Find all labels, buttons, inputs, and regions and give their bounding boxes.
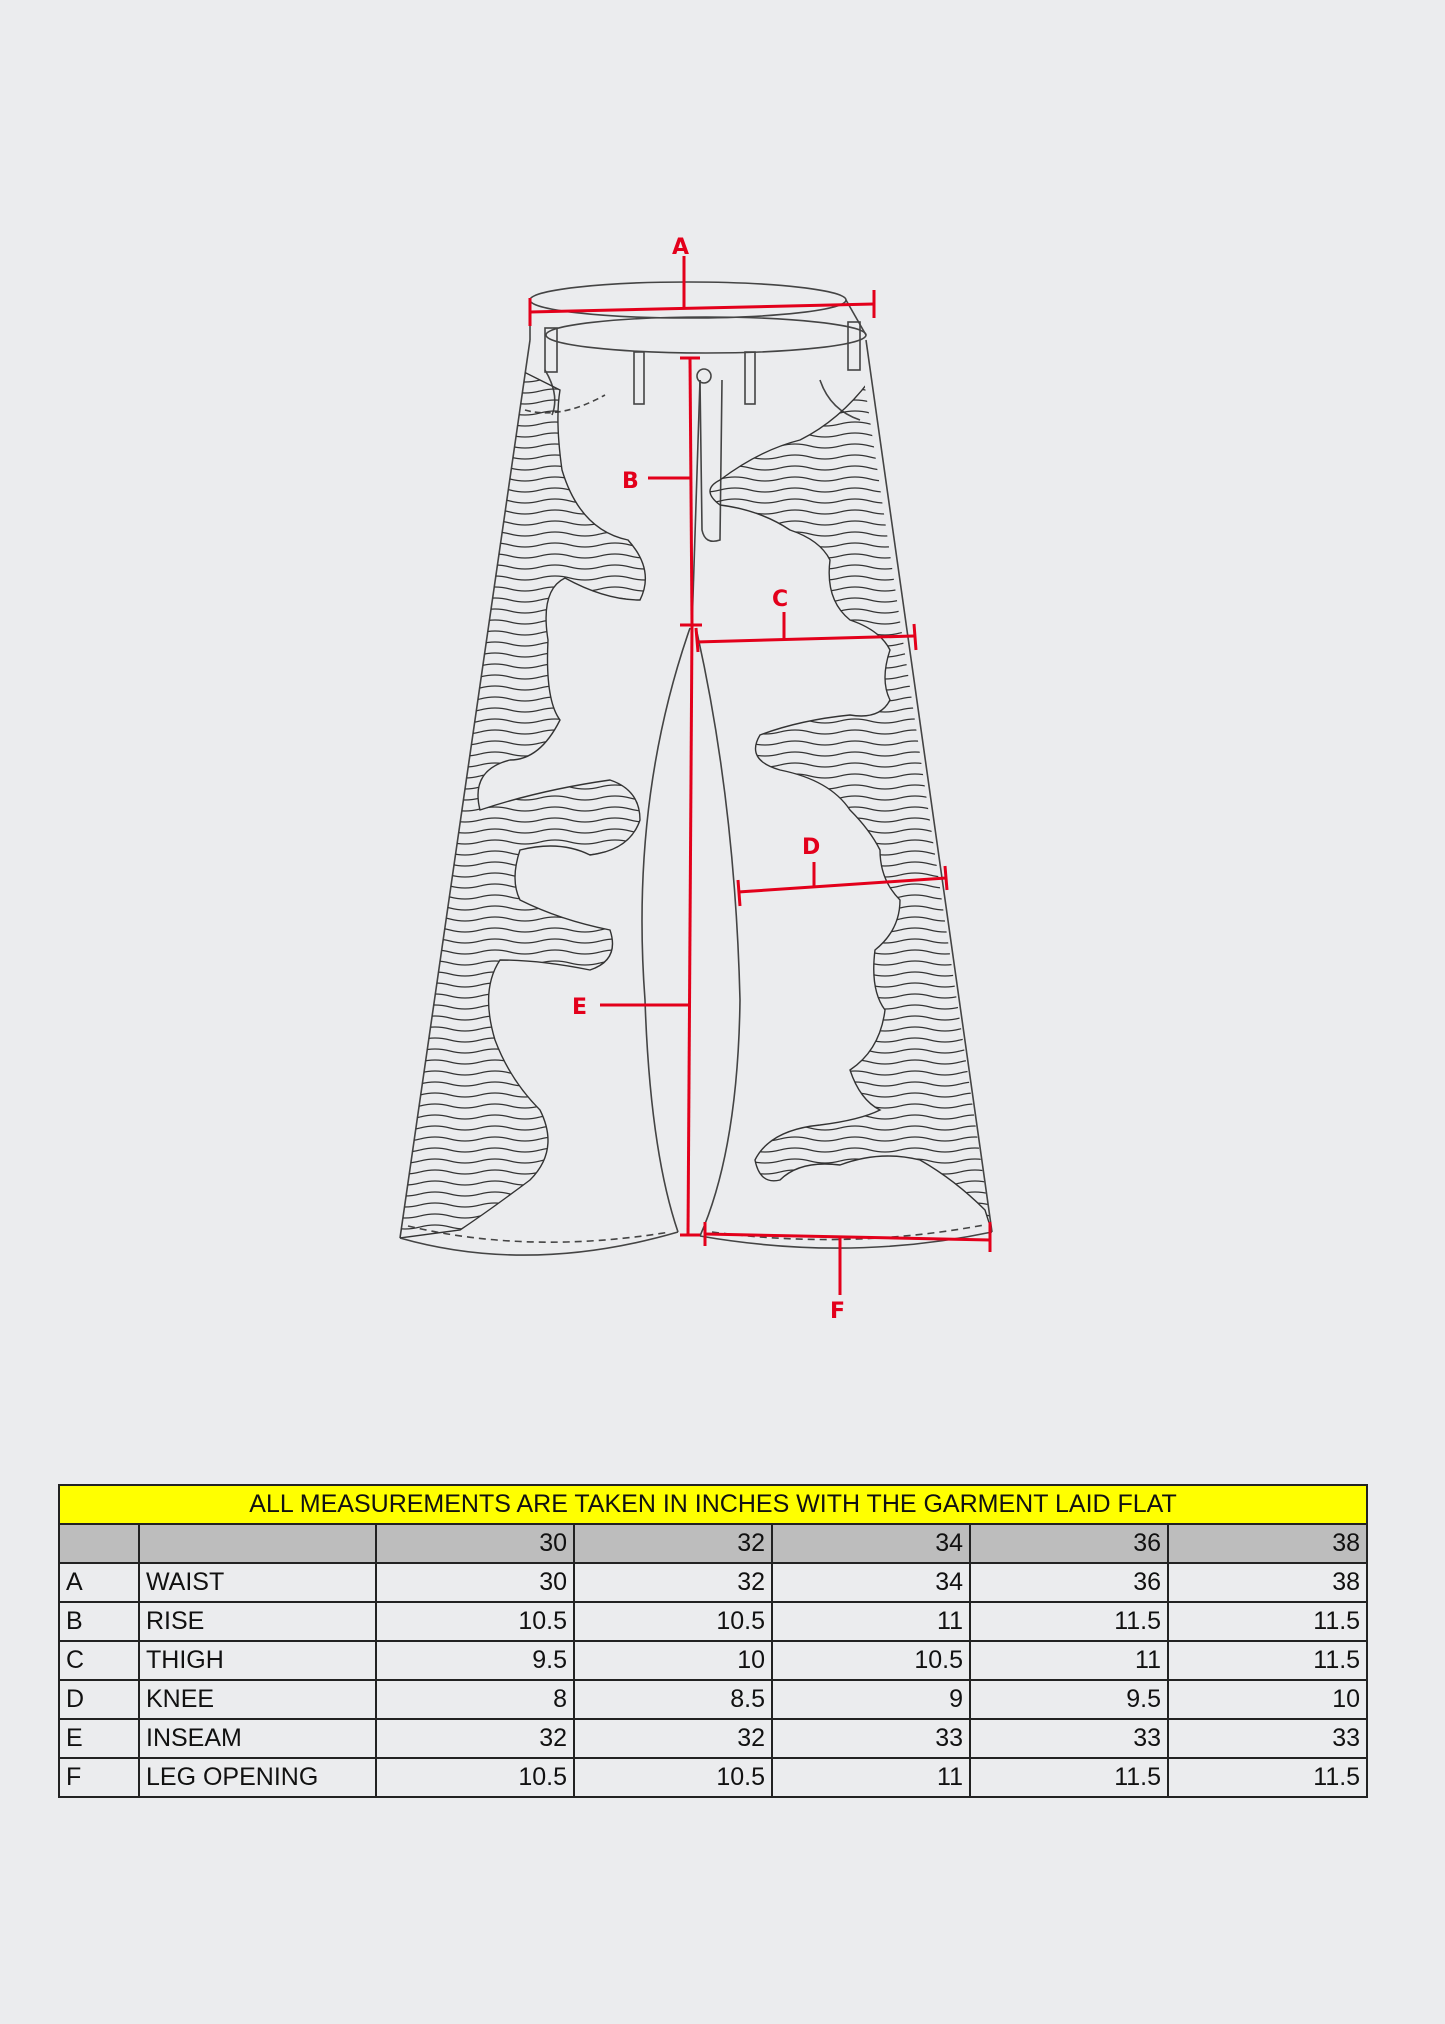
size-header-row xyxy=(59,1524,1367,1563)
cell-value: 10 xyxy=(1168,1680,1367,1719)
table-row xyxy=(59,1602,1367,1641)
cell-value: 34 xyxy=(772,1563,970,1602)
table-row xyxy=(59,1758,1367,1797)
size-header: 30 xyxy=(376,1524,574,1563)
cell-value: 11 xyxy=(772,1758,970,1797)
label-e: E xyxy=(572,995,588,1020)
row-name: KNEE xyxy=(139,1680,376,1719)
table-banner: ALL MEASUREMENTS ARE TAKEN IN INCHES WITH THE GARMENT LAID FLAT xyxy=(59,1485,1367,1524)
cell-value: 33 xyxy=(970,1719,1168,1758)
left-leg-patch xyxy=(400,360,645,1238)
label-b: B xyxy=(622,469,639,494)
row-code: C xyxy=(59,1641,139,1680)
belt-loop xyxy=(634,352,644,404)
label-a: A xyxy=(672,235,690,260)
cell-value: 10.5 xyxy=(574,1758,772,1797)
cell-value: 11.5 xyxy=(1168,1641,1367,1680)
cell-value: 38 xyxy=(1168,1563,1367,1602)
cell-value: 11 xyxy=(772,1602,970,1641)
cell-value: 33 xyxy=(1168,1719,1367,1758)
row-name: WAIST xyxy=(139,1563,376,1602)
rise-line xyxy=(690,358,692,625)
size-chart-table xyxy=(58,1484,1368,1798)
cell-value: 10.5 xyxy=(376,1758,574,1797)
row-code: A xyxy=(59,1563,139,1602)
cell-value: 11.5 xyxy=(1168,1602,1367,1641)
label-c: C xyxy=(772,587,789,612)
cell-value: 10.5 xyxy=(574,1602,772,1641)
waistband-top xyxy=(530,282,846,318)
size-header: 36 xyxy=(970,1524,1168,1563)
belt-loop xyxy=(745,352,755,404)
row-code: E xyxy=(59,1719,139,1758)
row-name: INSEAM xyxy=(139,1719,376,1758)
table-row xyxy=(59,1641,1367,1680)
size-header: 34 xyxy=(772,1524,970,1563)
left-inner-seam xyxy=(642,628,690,1232)
cell-value: 30 xyxy=(376,1563,574,1602)
distressed-patches xyxy=(400,300,1000,1238)
right-inner-seam xyxy=(696,628,740,1236)
cell-value: 9.5 xyxy=(970,1680,1168,1719)
cell-value: 11 xyxy=(970,1641,1168,1680)
row-name: LEG OPENING xyxy=(139,1758,376,1797)
size-header: 32 xyxy=(574,1524,772,1563)
cell-value: 11.5 xyxy=(1168,1758,1367,1797)
row-code: D xyxy=(59,1680,139,1719)
thigh-line xyxy=(696,636,914,642)
cell-value: 8 xyxy=(376,1680,574,1719)
left-hem xyxy=(400,1232,678,1255)
cell-value: 32 xyxy=(574,1719,772,1758)
row-name: RISE xyxy=(139,1602,376,1641)
cell-value: 33 xyxy=(772,1719,970,1758)
cell-value: 9.5 xyxy=(376,1641,574,1680)
cell-value: 9 xyxy=(772,1680,970,1719)
cell-value: 10.5 xyxy=(376,1602,574,1641)
waistband-inner xyxy=(546,317,866,353)
row-code: B xyxy=(59,1602,139,1641)
label-f: F xyxy=(830,1299,846,1324)
table-row xyxy=(59,1719,1367,1758)
cell-value: 10.5 xyxy=(772,1641,970,1680)
row-name: THIGH xyxy=(139,1641,376,1680)
size-header: 38 xyxy=(1168,1524,1367,1563)
cell-value: 8.5 xyxy=(574,1680,772,1719)
cell-value: 36 xyxy=(970,1563,1168,1602)
header-blank xyxy=(59,1524,139,1563)
row-code: F xyxy=(59,1758,139,1797)
button xyxy=(697,369,711,383)
cell-value: 10 xyxy=(574,1641,772,1680)
label-d: D xyxy=(802,835,821,860)
table-banner-row xyxy=(59,1485,1367,1524)
cell-value: 32 xyxy=(574,1563,772,1602)
header-blank xyxy=(139,1524,376,1563)
cell-value: 11.5 xyxy=(970,1602,1168,1641)
cell-value: 32 xyxy=(376,1719,574,1758)
right-leg-patch xyxy=(710,300,1000,1232)
waist-line xyxy=(530,304,874,312)
cell-value: 11.5 xyxy=(970,1758,1168,1797)
table-row xyxy=(59,1563,1367,1602)
table-row xyxy=(59,1680,1367,1719)
inseam-line xyxy=(688,625,692,1235)
